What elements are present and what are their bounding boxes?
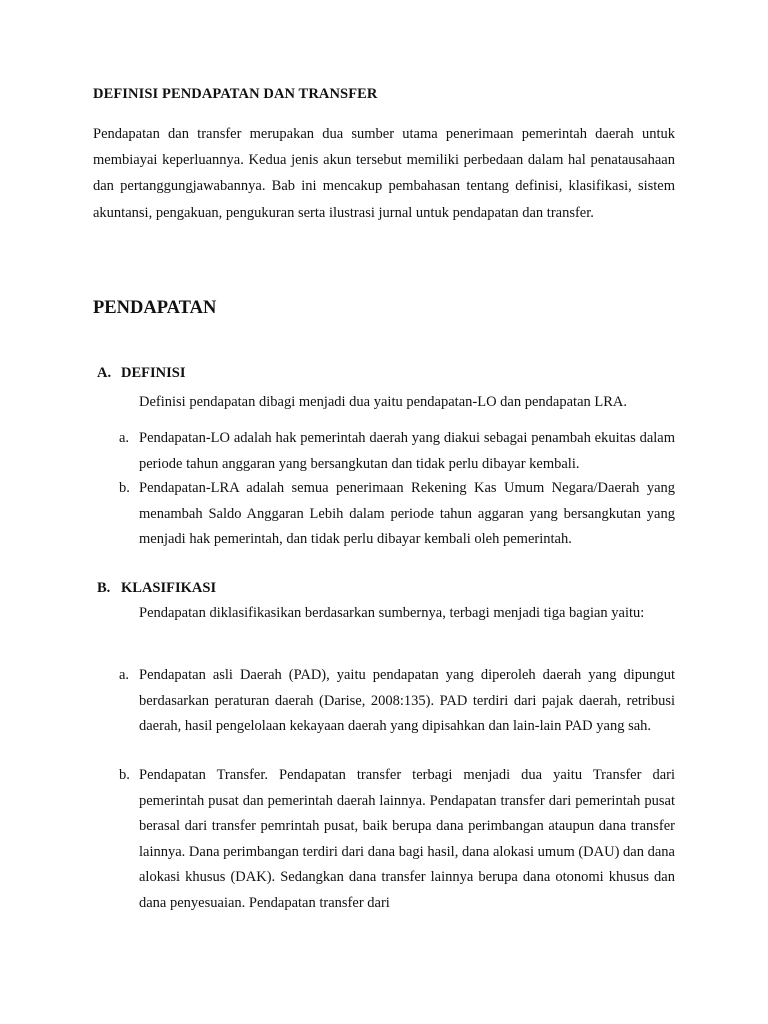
list-marker: b.	[119, 480, 130, 496]
subsection-letter: A.	[97, 365, 112, 381]
list-item-text: Pendapatan asli Daerah (PAD), yaitu pendapatan yang diperoleh daerah yang dipungut berdasarkan peraturan daerah (Darise, 2008:135). PAD terdiri dari pajak daerah, retribusi daerah, hasil pengelolaan kekayaan daerah yang dipisahkan dan lain-lain PAD yang sah.	[139, 667, 675, 734]
list-marker: a.	[119, 430, 130, 446]
list-item-text: Pendapatan-LRA adalah semua penerimaan Rekening Kas Umum Negara/Daerah yang menambah Saldo Anggaran Lebih dalam periode tahun aggaran yang bersangkutan yang menjadi hak pemerintah, dan tidak perlu dibayar kembali oleh pemerintah.	[139, 480, 675, 547]
subsection-title: DEFINISI	[121, 365, 186, 381]
list-marker: b.	[119, 767, 130, 783]
klasifikasi-paragraph: Pendapatan diklasifikasikan berdasarkan sumbernya, terbagi menjadi tiga bagian yaitu:	[139, 605, 645, 621]
list-item	[119, 763, 675, 916]
list-item-text: Pendapatan Transfer. Pendapatan transfer terbagi menjadi dua yaitu Transfer dari pemerintah pusat dan pemerintah daerah lainnya. Pendapatan transfer dari pemerintah pusat berasal dari transfer pemrintah pusat, baik berupa dana perimbangan ataupun dana transfer lainnya. Dana perimbangan terdiri dari dana bagi hasil, dana alokasi umum (DAU) dan dana alokasi khusus (DAK). Sedangkan dana transfer lainnya berupa dana otonomi khusus dan dana penyesuaian. Pendapatan transfer dari	[139, 767, 675, 911]
list-item	[119, 476, 675, 553]
subsection-heading-klasifikasi	[97, 580, 216, 597]
document-title: DEFINISI PENDAPATAN DAN TRANSFER	[93, 86, 378, 102]
intro-paragraph: Pendapatan dan transfer merupakan dua sumber utama penerimaan pemerintah daerah untuk membiayai keperluannya. Kedua jenis akun tersebut memiliki perbedaan dalam hal penatausahaan dan pertanggungjawabannya. Bab ini mencakup pembahasan tentang definisi, klasifikasi, sistem akuntansi, pengakuan, pengukuran serta ilustrasi jurnal untuk pendapatan dan transfer.	[93, 126, 675, 221]
list-item	[119, 663, 675, 740]
definisi-paragraph: Definisi pendapatan dibagi menjadi dua yaitu pendapatan-LO dan pendapatan LRA.	[139, 394, 628, 410]
list-marker: a.	[119, 667, 130, 683]
subsection-letter: B.	[97, 580, 111, 596]
list-item-text: Pendapatan-LO adalah hak pemerintah daerah yang diakui sebagai penambah ekuitas dalam periode tahun anggaran yang bersangkutan dan tidak perlu dibayar kembali.	[139, 430, 675, 472]
subsection-title: KLASIFIKASI	[121, 580, 217, 596]
list-item	[119, 426, 675, 477]
section-heading-pendapatan: PENDAPATAN	[93, 298, 217, 318]
subsection-heading-definisi	[97, 365, 185, 382]
